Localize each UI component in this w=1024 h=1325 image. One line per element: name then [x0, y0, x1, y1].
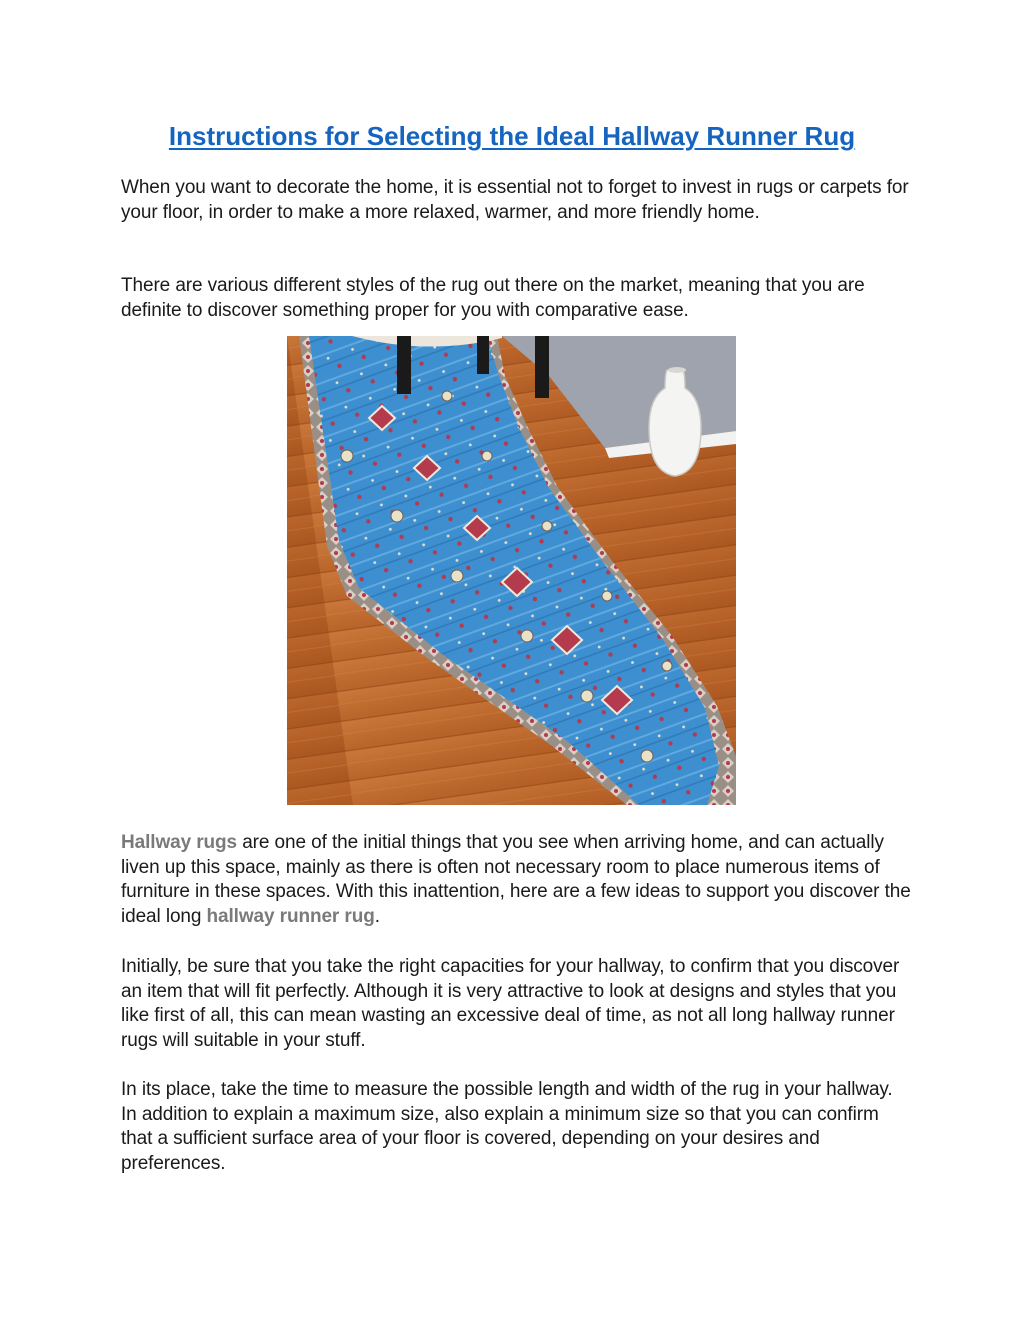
paragraph-styles: There are various different styles of the rug out there on the market, meaning that you are definite to discover something proper for you with comparative ease. [121, 275, 865, 321]
paragraph-size: In its place, take the time to measure the possible length and width of the rug in your hallway. In addition to explain a maximum size, also explain a minimum size so that you can confirm that a sufficient surface area of your floor is covered, depending on your desires and preferences. [121, 1079, 893, 1174]
paragraph-hallway-rugs-end: . [374, 905, 380, 927]
hallway-rugs-link[interactable]: Hallway rugs [121, 832, 238, 853]
runner-rug-photo [287, 336, 736, 805]
paragraph-measure: Initially, be sure that you take the right capacities for your hallway, to confirm that you discover an item that will fit perfectly. Although it is very attractive to look at designs and styles that you like first of all, this can mean wasting an excessive deal of time, as not all long hallway runner rugs will suitable in your stuff. [121, 956, 900, 1051]
paragraph-hallway-rugs [121, 831, 911, 929]
paragraph-hallway-rugs-text: are one of the initial things that you see when arriving home, and can actually liven up this space, mainly as there is often not necessary room to place numerous items of furniture in these spaces. With this inattention, here are a few ideas to support you discover the ideal long [121, 832, 911, 927]
paragraph-intro: When you want to decorate the home, it is essential not to forget to invest in rugs or carpets for your floor, in order to make a more relaxed, warmer, and more friendly home. [121, 177, 909, 223]
hallway-runner-rug-link[interactable]: hallway runner rug [206, 905, 375, 927]
page-title[interactable]: Instructions for Selecting the Ideal Hallway Runner Rug [168, 121, 856, 151]
